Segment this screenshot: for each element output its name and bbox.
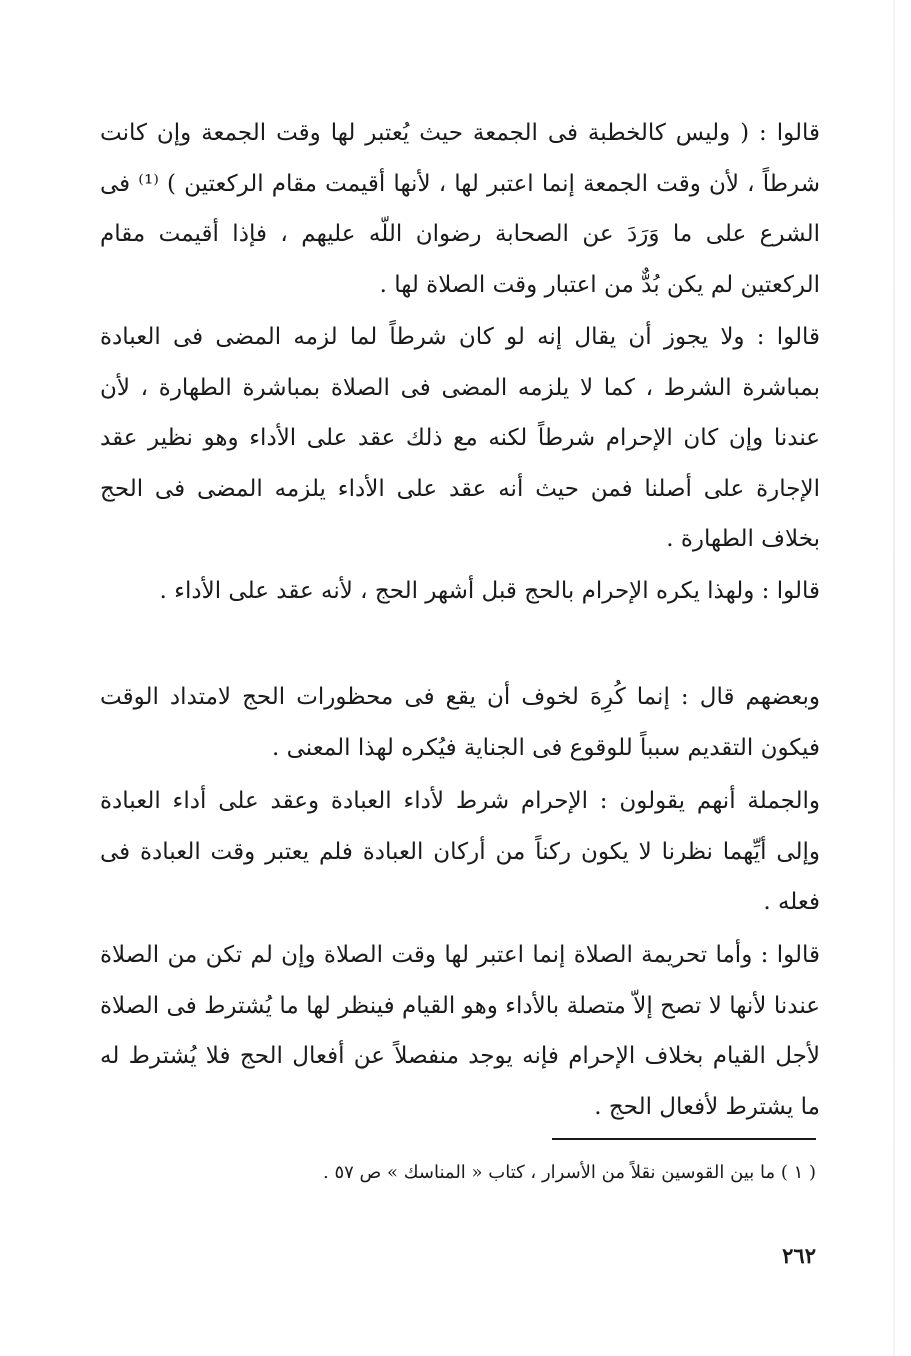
footnote: ( ١ ) ما بين القوسين نقلاً من الأسرار ، كتاب « المناسك » ص ٥٧ . bbox=[323, 1162, 816, 1183]
paragraph-4: وبعضهم قال : إنما كُرِهَ لخوف أن يقع فى محظورات الحج لامتداد الوقت فيكون التقديم سبباً للوقوع فى الجناية فيُكره لهذا المعنى . bbox=[100, 684, 820, 761]
page-edge-shadow bbox=[893, 0, 895, 1356]
paragraph-1: قالوا : ( وليس كالخطبة فى الجمعة حيث يُعتبر لها وقت الجمعة وإن كانت شرطاً ، لأن وقت الجمعة إنما اعتبر لها ، لأنها أقيمت مقام الركعتين ) ⁽¹⁾ فى الشرع على ما وَرَدَ عن الصحابة رضوان اللّه عليهم ، فإذا أقيمت مقام الركعتين لم يكن بُدٌّ من اعتبار وقت الصلاة لها . bbox=[100, 120, 820, 298]
footnote-divider bbox=[552, 1138, 816, 1140]
paragraph-3: قالوا : ولهذا يكره الإحرام بالحج قبل أشهر الحج ، لأنه عقد على الأداء . bbox=[159, 578, 820, 604]
paragraph-6: قالوا : وأما تحريمة الصلاة إنما اعتبر لها وقت الصلاة وإن لم تكن من الصلاة عندنا لأنها لا تصح إلاّ متصلة بالأداء وهو القيام فينظر لها ما يُشترط فى الصلاة لأجل القيام بخلاف الإحرام فإنه يوجد منفصلاً عن أفعال الحج فلا يُشترط له ما يشترط لأفعال الحج . bbox=[100, 942, 820, 1120]
paragraph-5: والجملة أنهم يقولون : الإحرام شرط لأداء العبادة وعقد على أداء العبادة وإلى أيِّهما نظرنا لا يكون ركناً من أركان العبادة فلم يعتبر وقت العبادة فى فعله . bbox=[100, 788, 820, 915]
paragraph-2: قالوا : ولا يجوز أن يقال إنه لو كان شرطاً لما لزمه المضى فى العبادة بمباشرة الشرط ، كما لا يلزمه المضى فى الصلاة بمباشرة الطهارة ، لأن عندنا وإن كان الإحرام شرطاً لكنه مع ذلك عقد على الأداء وهو نظير عقد الإجارة على أصلنا فمن حيث أنه عقد على الأداء يلزمه المضى فى الحج بخلاف الطهارة . bbox=[100, 324, 820, 552]
page-number: ٢٦٢ bbox=[782, 1243, 816, 1268]
